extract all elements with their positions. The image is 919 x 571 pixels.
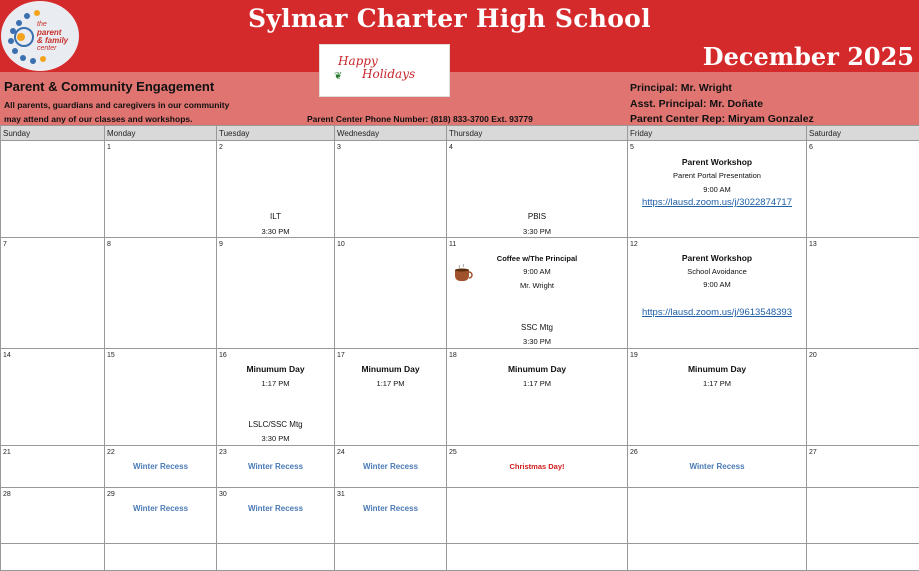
day-cell bbox=[628, 238, 807, 349]
day-cell-empty bbox=[105, 544, 217, 571]
winter-recess-label: Winter Recess bbox=[362, 504, 419, 513]
christmas-label: Christmas Day! bbox=[509, 462, 565, 471]
winter-recess-label: Winter Recess bbox=[247, 504, 304, 513]
day-cell bbox=[628, 349, 807, 446]
day-cell bbox=[105, 349, 217, 446]
event-subtitle: Parent Portal Presentation bbox=[673, 171, 761, 180]
date-number: 19 bbox=[630, 352, 638, 359]
engagement-title: Parent & Community Engagement bbox=[4, 79, 215, 94]
day-cell bbox=[447, 446, 628, 488]
day-cell-empty bbox=[628, 544, 807, 571]
day-cell bbox=[447, 238, 628, 349]
weekday-monday: Monday bbox=[105, 126, 217, 141]
day-cell bbox=[105, 488, 217, 544]
day-cell-empty bbox=[217, 544, 335, 571]
date-number: 5 bbox=[630, 144, 634, 151]
weekday-saturday: Saturday bbox=[807, 126, 919, 141]
event-host: Mr. Wright bbox=[519, 281, 555, 290]
calendar-grid bbox=[0, 125, 919, 571]
event-time: 1:17 PM bbox=[523, 379, 551, 388]
engagement-line-2: may attend any of our classes and workshops. bbox=[4, 114, 193, 124]
date-number: 10 bbox=[337, 241, 345, 248]
day-cell-empty bbox=[1, 544, 105, 571]
date-number: 6 bbox=[809, 144, 813, 151]
date-number: 18 bbox=[449, 352, 457, 359]
event-title: Coffee w/The Principal bbox=[496, 254, 578, 263]
engagement-line-1: All parents, guardians and caregivers in our community bbox=[4, 100, 230, 110]
day-cell bbox=[807, 141, 919, 238]
day-cell bbox=[105, 446, 217, 488]
date-number: 23 bbox=[219, 449, 227, 456]
event-time: 1:17 PM bbox=[376, 379, 405, 388]
week-row bbox=[1, 238, 919, 349]
weekday-sunday: Sunday bbox=[1, 126, 105, 141]
month-title: December 2025 bbox=[702, 42, 914, 71]
day-cell-empty bbox=[335, 544, 447, 571]
week-row bbox=[1, 141, 919, 238]
date-number: 28 bbox=[3, 491, 11, 498]
date-number: 4 bbox=[449, 144, 453, 151]
week-row bbox=[1, 349, 919, 446]
date-number: 26 bbox=[630, 449, 638, 456]
week-row bbox=[1, 488, 919, 544]
event-title: Minumum Day bbox=[507, 364, 567, 374]
day-cell bbox=[1, 238, 105, 349]
day-cell bbox=[1, 488, 105, 544]
day-cell-empty bbox=[447, 488, 628, 544]
day-cell bbox=[335, 141, 447, 238]
day-cell bbox=[217, 349, 335, 446]
week-row bbox=[1, 446, 919, 488]
parent-family-center-logo bbox=[1, 1, 79, 71]
date-number: 21 bbox=[3, 449, 11, 456]
day-cell bbox=[335, 446, 447, 488]
event-title: ILT bbox=[270, 212, 281, 221]
weekday-friday: Friday bbox=[628, 126, 807, 141]
date-number: 12 bbox=[630, 241, 638, 248]
day-cell bbox=[217, 446, 335, 488]
date-number: 13 bbox=[809, 241, 817, 248]
parent-center-rep: Parent Center Rep: Miryam Gonzalez bbox=[630, 113, 814, 125]
day-cell bbox=[335, 238, 447, 349]
day-cell bbox=[335, 488, 447, 544]
day-cell bbox=[628, 446, 807, 488]
date-number: 7 bbox=[3, 241, 7, 248]
day-cell bbox=[217, 141, 335, 238]
day-cell bbox=[1, 349, 105, 446]
happy-holidays-graphic bbox=[319, 44, 450, 97]
weekday-tuesday: Tuesday bbox=[217, 126, 335, 141]
day-cell bbox=[335, 349, 447, 446]
event-time-2: 3:30 PM bbox=[261, 434, 290, 443]
weekday-header-row bbox=[1, 126, 919, 141]
day-cell bbox=[105, 141, 217, 238]
event-title: Parent Workshop bbox=[681, 157, 753, 167]
weekday-wednesday: Wednesday bbox=[335, 126, 447, 141]
blank-row bbox=[1, 544, 919, 571]
weekday-thursday: Thursday bbox=[447, 126, 628, 141]
event-time: 9:00 AM bbox=[523, 267, 551, 276]
date-number: 30 bbox=[219, 491, 227, 498]
day-cell bbox=[105, 238, 217, 349]
event-time: 9:00 AM bbox=[703, 185, 731, 194]
date-number: 29 bbox=[107, 491, 115, 498]
event-time-2: 3:30 PM bbox=[523, 337, 551, 346]
date-number: 15 bbox=[107, 352, 115, 359]
winter-recess-label: Winter Recess bbox=[247, 462, 304, 471]
date-number: 16 bbox=[219, 352, 227, 359]
day-cell-empty bbox=[1, 141, 105, 238]
winter-recess-label: Winter Recess bbox=[689, 462, 745, 471]
principal: Principal: Mr. Wright bbox=[630, 82, 732, 94]
date-number: 27 bbox=[809, 449, 817, 456]
event-title: PBIS bbox=[527, 212, 547, 221]
winter-recess-label: Winter Recess bbox=[132, 462, 189, 471]
event-time: 9:00 AM bbox=[703, 280, 731, 289]
event-title: Minumum Day bbox=[246, 364, 305, 374]
event-time: 1:17 PM bbox=[703, 379, 731, 388]
holly-icon: ❦ bbox=[334, 71, 343, 82]
event-subtitle: School Avoidance bbox=[687, 267, 747, 276]
date-number: 8 bbox=[107, 241, 111, 248]
date-number: 25 bbox=[449, 449, 457, 456]
day-cell bbox=[807, 238, 919, 349]
winter-recess-label: Winter Recess bbox=[132, 504, 189, 513]
date-number: 3 bbox=[337, 144, 341, 151]
event-title: Minumum Day bbox=[361, 364, 420, 374]
zoom-link[interactable]: https://lausd.zoom.us/j/3022874717 bbox=[642, 197, 792, 208]
day-cell-empty bbox=[447, 544, 628, 571]
school-title: Sylmar Charter High School bbox=[248, 4, 651, 33]
date-number: 1 bbox=[107, 144, 111, 151]
event-time: 3:30 PM bbox=[261, 227, 290, 236]
zoom-link[interactable]: https://lausd.zoom.us/j/9613548393 bbox=[642, 307, 792, 318]
day-cell-empty bbox=[628, 488, 807, 544]
date-number: 2 bbox=[219, 144, 223, 151]
assistant-principal: Asst. Principal: Mr. Doñate bbox=[630, 98, 764, 110]
day-cell bbox=[217, 488, 335, 544]
day-cell bbox=[447, 141, 628, 238]
day-cell-empty bbox=[807, 488, 919, 544]
event-title: Minumum Day bbox=[687, 364, 747, 374]
day-cell-empty bbox=[807, 544, 919, 571]
winter-recess-label: Winter Recess bbox=[362, 462, 419, 471]
day-cell bbox=[447, 349, 628, 446]
day-cell bbox=[807, 446, 919, 488]
day-cell bbox=[807, 349, 919, 446]
date-number: 9 bbox=[219, 241, 223, 248]
logo-text: the parent & family center bbox=[37, 21, 69, 52]
event-title: Parent Workshop bbox=[681, 253, 753, 263]
event-time: 1:17 PM bbox=[261, 379, 290, 388]
phone-number: Parent Center Phone Number: (818) 833-3700 Ext. 93779 bbox=[307, 114, 533, 124]
day-cell bbox=[628, 141, 807, 238]
event-title-2: SSC Mtg bbox=[520, 323, 553, 332]
date-number: 24 bbox=[337, 449, 345, 456]
date-number: 14 bbox=[3, 352, 11, 359]
date-number: 17 bbox=[337, 352, 345, 359]
date-number: 22 bbox=[107, 449, 115, 456]
day-cell bbox=[1, 446, 105, 488]
holiday-greeting: Happy Holidays bbox=[338, 54, 416, 81]
date-number: 31 bbox=[337, 491, 345, 498]
date-number: 11 bbox=[449, 241, 457, 248]
date-number: 20 bbox=[809, 352, 817, 359]
event-title-2: LSLC/SSC Mtg bbox=[248, 420, 303, 429]
event-time: 3:30 PM bbox=[523, 227, 551, 236]
day-cell bbox=[217, 238, 335, 349]
